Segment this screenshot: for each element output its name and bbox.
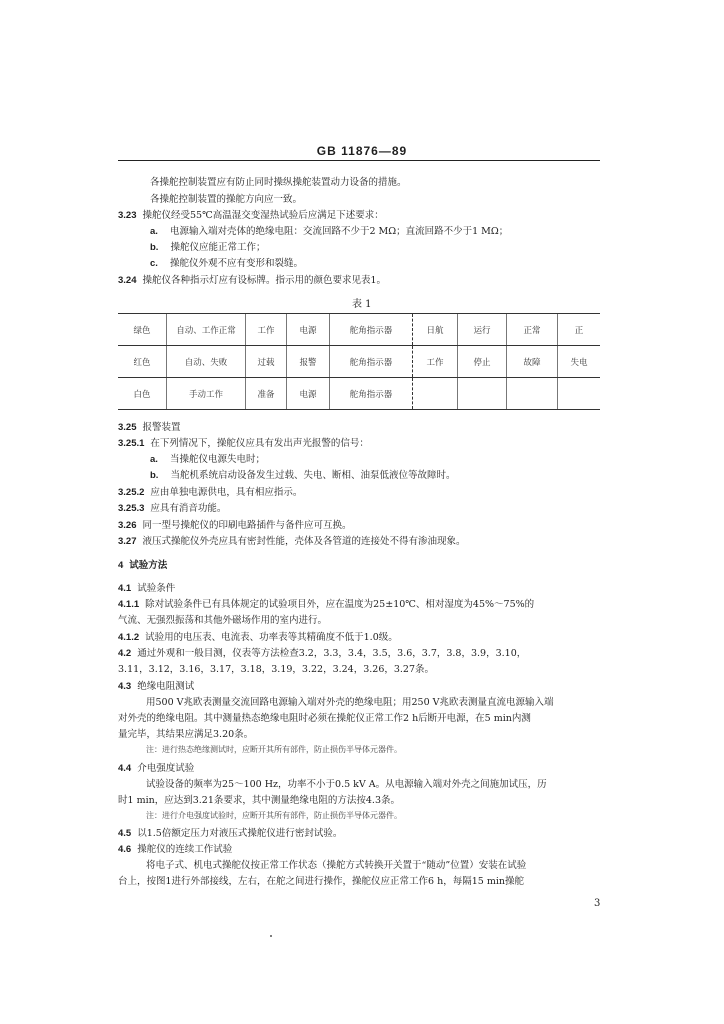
item-label: b. [150, 470, 159, 481]
table-cell: 停止 [458, 346, 507, 378]
clause-text: 操舵仪各种指示灯应有设标牌。指示用的颜色要求见表1。 [142, 275, 387, 286]
scan-speck [270, 935, 272, 937]
clause-3-26 [118, 519, 352, 532]
item-a [150, 225, 508, 238]
table-cell: 日航 [413, 314, 458, 346]
page-header: GB 11876—89 [316, 144, 408, 158]
clause-4-4-note: 注：进行介电强度试验时，应断开其所有部件，防止损伤半导体元器件。 [146, 811, 402, 820]
clause-number: 3.23 [118, 210, 137, 221]
section-number: 4 [118, 560, 124, 571]
clause-title: 操舵仪的连续工作试验 [137, 844, 233, 855]
item-label: c. [150, 258, 158, 269]
clause-4-3 [118, 680, 194, 693]
clause-3-23 [118, 209, 384, 222]
clause-number: 4.5 [118, 828, 132, 839]
table-cell: 绿色 [118, 314, 167, 346]
item-text: 操舵仪外观不应有变形和裂缝。 [169, 258, 303, 269]
clause-4-6 [118, 843, 232, 856]
clause-4-4 [118, 762, 194, 775]
table-caption: 表 1 [352, 299, 372, 310]
table-cell: 舵角指示器 [330, 346, 413, 378]
clause-number: 4.3 [118, 681, 132, 692]
item-b [150, 241, 265, 254]
color-table [118, 313, 600, 410]
clause-4-3-line2: 对外壳的绝缘电阻。其中测量热态绝缘电阻时必须在操舵仪正常工作2 h后断开电源，在5 min内测 [118, 713, 531, 724]
table-cell: 自动、工作正常 [167, 314, 246, 346]
item-text: 操舵仪应能正常工作； [170, 242, 266, 253]
item-text: 电源输入端对壳体的绝缘电阻：交流回路不少于2 MΩ；直流回路不少于1 MΩ； [169, 226, 509, 237]
clause-3-25-2 [118, 486, 302, 499]
clause-4-4-line1: 试验设备的频率为25～100 Hz，功率不小于0.5 kV A。从电源输入端对外壳之间施加试压，历 [146, 779, 547, 790]
clause-text: 以1.5倍额定压力对液压式操舵仪进行密封试验。 [137, 828, 343, 839]
table-cell: 报警 [287, 346, 330, 378]
clause-4-1 [118, 582, 175, 595]
table-cell: 手动工作 [167, 378, 246, 410]
clause-4-3-line1: 用500 V兆欧表测量交流回路电源输入端对外壳的绝缘电阻；用250 V兆欧表测量直流电源输入端 [146, 697, 554, 708]
clause-4-3-line3: 量完毕，其结果应满足3.20条。 [118, 729, 254, 740]
clause-text: 在下列情况下，操舵仪应具有发出声光报警的信号： [150, 438, 369, 449]
table-cell [413, 378, 458, 410]
clause-title: 试验条件 [137, 583, 176, 594]
clause-text: 液压式操舵仪外壳应具有密封性能，壳体及各管道的连接处不得有渗油现象。 [142, 536, 466, 547]
clause-4-5 [118, 827, 342, 840]
clause-4-1-1 [118, 598, 534, 611]
table-cell: 过载 [246, 346, 287, 378]
item-label: a. [150, 454, 158, 465]
clause-text: 应具有消音功能。 [150, 503, 227, 514]
table-cell: 失电 [558, 346, 601, 378]
table-cell: 自动、失败 [167, 346, 246, 378]
table-cell: 准备 [246, 378, 287, 410]
table-cell: 舵角指示器 [330, 378, 413, 410]
table-cell: 正 [558, 314, 601, 346]
section-4-heading [118, 559, 167, 572]
clause-4-6-line2: 台上，按图1进行外部接线，左右，在舵之间进行操作，操舵仪应正常工作6 h，每隔15 min操舵 [118, 876, 525, 887]
clause-text: 除对试验条件已有具体规定的试验项目外，应在温度为25±10℃、相对湿度为45%～75%的 [145, 599, 535, 610]
clause-4-6-line1: 将电子式、机电式操舵仪按正常工作状态（操舵方式转换开关置于“随动”位置）安装在试验 [146, 860, 527, 871]
clause-title: 介电强度试验 [137, 763, 195, 774]
table-cell: 电源 [287, 378, 330, 410]
clause-3-25 [118, 421, 181, 434]
header-rule [118, 160, 600, 161]
item-text: 当舵机系统启动设备发生过载、失电、断相、油泵低液位等故障时。 [170, 470, 456, 481]
body-line-1: 各操舵控制装置应有防止同时操纵操舵装置动力设备的措施。 [150, 177, 407, 188]
clause-number: 4.1.1 [118, 599, 140, 610]
clause-text: 通过外观和一般目测，仪表等方法检查3.2，3.3，3.4，3.5，3.6，3.7，3.8，3.9，3.10， [137, 648, 527, 659]
table-cell: 舵角指示器 [330, 314, 413, 346]
clause-number: 4.2 [118, 648, 132, 659]
clause-text: 试验用的电压表、电流表、功率表等其精确度不低于1.0级。 [145, 632, 398, 643]
table-cell: 工作 [413, 346, 458, 378]
table-cell: 正常 [507, 314, 558, 346]
item-a [150, 453, 265, 466]
table-cell: 红色 [118, 346, 167, 378]
clause-number: 4.6 [118, 844, 132, 855]
clause-number: 3.26 [118, 520, 137, 531]
clause-number: 3.25.3 [118, 503, 145, 514]
clause-text: 同一型号操舵仪的印刷电路插件与备件应可互换。 [142, 520, 352, 531]
clause-number: 3.25 [118, 422, 137, 433]
item-label: a. [150, 226, 158, 237]
section-title: 试验方法 [129, 560, 168, 571]
table-row [118, 346, 600, 378]
clause-4-1-2 [118, 631, 398, 644]
clause-3-27 [118, 535, 466, 548]
table-cell: 运行 [458, 314, 507, 346]
clause-4-2 [118, 647, 526, 660]
item-text: 当操舵仪电源失电时； [169, 454, 265, 465]
item-label: b. [150, 242, 159, 253]
clause-number: 4.1 [118, 583, 132, 594]
clause-3-25-1 [118, 437, 369, 450]
table-cell [507, 378, 558, 410]
clause-3-25-3 [118, 502, 226, 515]
clause-text: 操舵仪经受55℃高温湿交变湿热试验后应满足下述要求： [142, 210, 384, 221]
table-cell [458, 378, 507, 410]
table-row [118, 378, 600, 410]
clause-4-1-1-cont: 气流、无强烈振荡和其他外磁场作用的室内进行。 [118, 615, 328, 626]
clause-number: 3.25.2 [118, 487, 145, 498]
table-cell: 故障 [507, 346, 558, 378]
clause-number: 4.1.2 [118, 632, 140, 643]
clause-title: 绝缘电阻测试 [137, 681, 195, 692]
clause-number: 3.25.1 [118, 438, 145, 449]
clause-3-24 [118, 274, 386, 287]
item-c [150, 257, 303, 270]
table-row [118, 314, 600, 346]
page-number: 3 [594, 898, 601, 909]
clause-4-3-note: 注：进行热态绝缘测试时，应断开其所有部件，防止损伤半导体元器件。 [146, 745, 402, 754]
item-b [150, 469, 455, 482]
clause-4-4-line2: 时1 min，应达到3.21条要求，其中测量绝缘电阻的方法按4.3条。 [118, 795, 400, 806]
table-cell: 白色 [118, 378, 167, 410]
clause-number: 3.24 [118, 275, 137, 286]
clause-number: 4.4 [118, 763, 132, 774]
clause-4-2-cont: 3.11，3.12，3.16，3.17，3.18，3.19，3.22，3.24，3.26，3.27条。 [118, 664, 435, 675]
clause-title: 报警装置 [142, 422, 181, 433]
table-cell: 电源 [287, 314, 330, 346]
clause-number: 3.27 [118, 536, 137, 547]
table-cell [558, 378, 601, 410]
clause-text: 应由单独电源供电，具有相应指示。 [150, 487, 303, 498]
body-line-2: 各操舵控制装置的操舵方向应一致。 [150, 194, 303, 205]
table-cell: 工作 [246, 314, 287, 346]
